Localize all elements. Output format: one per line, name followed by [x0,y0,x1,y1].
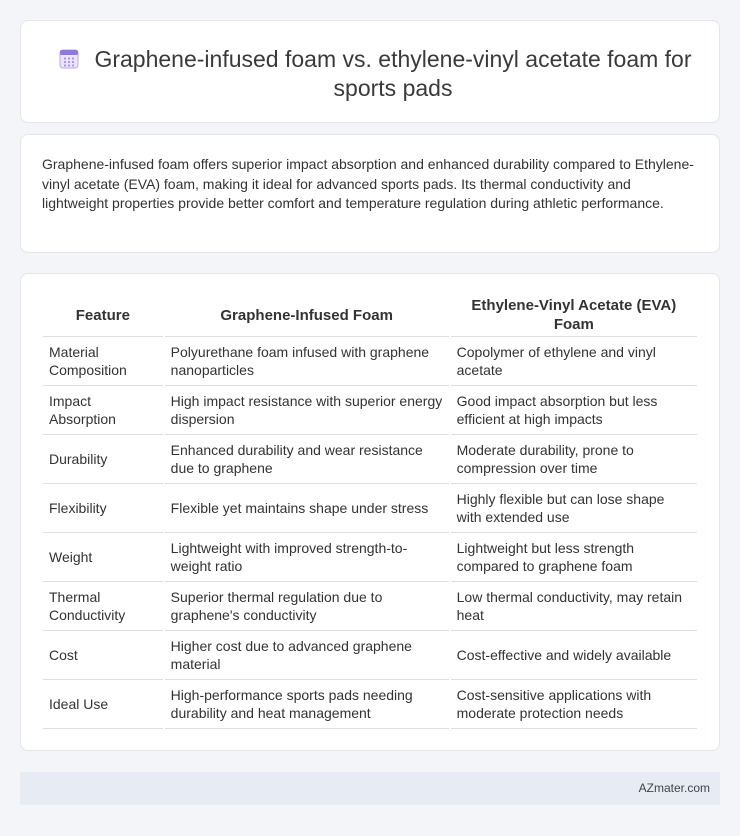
feature-cell: Ideal Use [43,680,163,729]
eva-cell: Copolymer of ethylene and vinyl acetate [451,337,697,386]
eva-cell: Moderate durability, prone to compression over time [451,435,697,484]
page-title: Graphene-infused foam vs. ethylene-vinyl acetate foam for sports pads [94,46,692,101]
table-row [43,533,697,582]
eva-cell: Highly flexible but can lose shape with extended use [451,484,697,533]
footer-site-link[interactable]: AZmater.com [638,781,710,795]
header-graphene-foam: Graphene-Infused Foam [165,294,449,337]
feature-cell: Weight [43,533,163,582]
comparison-table [41,294,699,729]
feature-cell: Cost [43,631,163,680]
header-feature: Feature [43,294,163,337]
graphene-cell: Higher cost due to advanced graphene material [165,631,449,680]
title-card [20,20,720,123]
summary-paragraph: Graphene-infused foam offers superior impact absorption and enhanced durability compared to Ethylene-vinyl acetate (EVA) foam, making it ideal for advanced sports pads. Its thermal conductivity and lightweight properties provide better comfort and temperature regulation during athletic performance. [42,156,694,211]
graphene-cell: Superior thermal regulation due to graphene's conductivity [165,582,449,631]
graphene-cell: Flexible yet maintains shape under stress [165,484,449,533]
eva-cell: Good impact absorption but less efficient at high impacts [451,386,697,435]
table-row [43,680,697,729]
feature-cell: Flexibility [43,484,163,533]
eva-cell: Cost-sensitive applications with moderate protection needs [451,680,697,729]
comparison-card [20,273,720,751]
feature-cell: Impact Absorption [43,386,163,435]
table-row [43,631,697,680]
feature-cell: Durability [43,435,163,484]
graphene-cell: Enhanced durability and wear resistance due to graphene [165,435,449,484]
eva-cell: Lightweight but less strength compared to graphene foam [451,533,697,582]
table-row [43,435,697,484]
footer-bar [20,772,720,805]
table-header-row [43,294,697,337]
table-row [43,386,697,435]
graphene-cell: Lightweight with improved strength-to-weight ratio [165,533,449,582]
graphene-cell: High-performance sports pads needing durability and heat management [165,680,449,729]
eva-cell: Low thermal conductivity, may retain heat [451,582,697,631]
table-row [43,582,697,631]
eva-cell: Cost-effective and widely available [451,631,697,680]
graphene-cell: Polyurethane foam infused with graphene nanoparticles [165,337,449,386]
header-eva-foam: Ethylene-Vinyl Acetate (EVA) Foam [451,294,697,337]
table-row [43,337,697,386]
graphene-cell: High impact resistance with superior energy dispersion [165,386,449,435]
table-row [43,484,697,533]
feature-cell: Material Composition [43,337,163,386]
summary-card [20,134,720,253]
feature-cell: Thermal Conductivity [43,582,163,631]
